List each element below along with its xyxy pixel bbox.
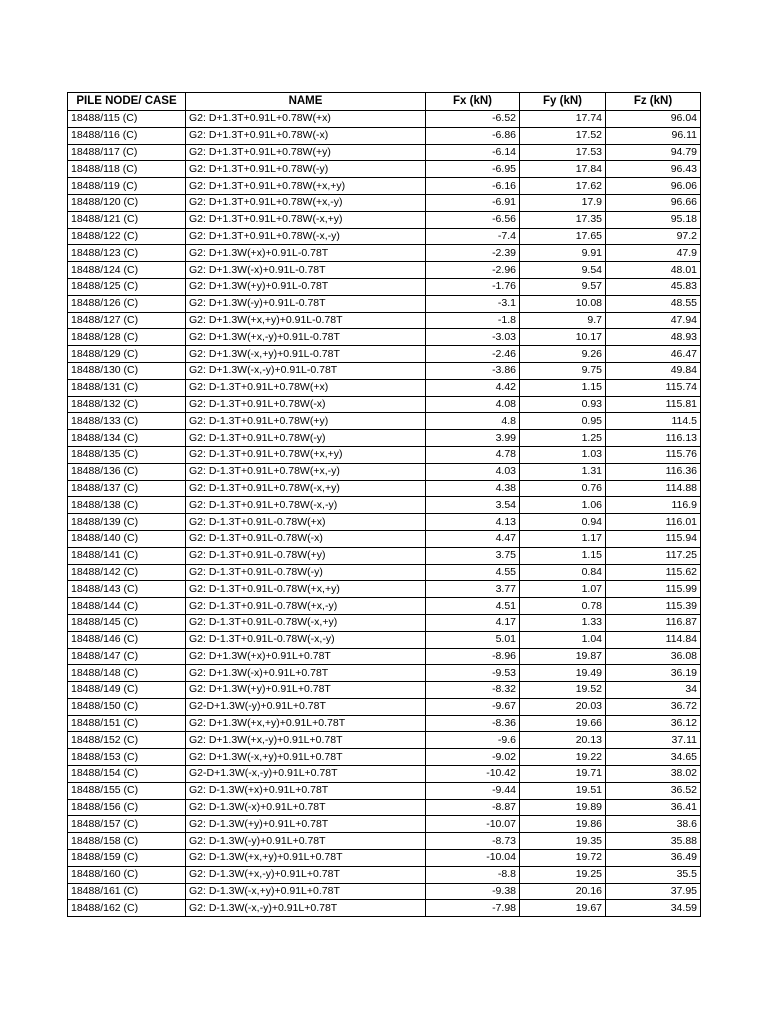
cell-fz: 48.93 — [606, 329, 701, 346]
cell-pile-node-case: 18488/152 (C) — [68, 732, 186, 749]
cell-name: G2: D-1.3W(+x,-y)+0.91L+0.78T — [186, 866, 426, 883]
cell-fz: 115.62 — [606, 564, 701, 581]
cell-fz: 34.65 — [606, 749, 701, 766]
cell-fx: -9.44 — [426, 782, 520, 799]
cell-pile-node-case: 18488/136 (C) — [68, 463, 186, 480]
cell-fz: 35.88 — [606, 833, 701, 850]
cell-pile-node-case: 18488/148 (C) — [68, 665, 186, 682]
cell-fz: 36.12 — [606, 715, 701, 732]
table-row — [68, 295, 701, 312]
table-row — [68, 211, 701, 228]
table-row — [68, 312, 701, 329]
cell-fz: 35.5 — [606, 866, 701, 883]
cell-fy: 20.16 — [520, 883, 606, 900]
cell-fx: 4.51 — [426, 598, 520, 615]
cell-fy: 20.03 — [520, 698, 606, 715]
column-header-name: NAME — [186, 93, 426, 111]
table-row — [68, 833, 701, 850]
cell-name: G2: D+1.3W(-y)+0.91L-0.78T — [186, 295, 426, 312]
cell-pile-node-case: 18488/139 (C) — [68, 514, 186, 531]
cell-fz: 116.87 — [606, 614, 701, 631]
cell-pile-node-case: 18488/147 (C) — [68, 648, 186, 665]
cell-fz: 38.6 — [606, 816, 701, 833]
cell-pile-node-case: 18488/131 (C) — [68, 379, 186, 396]
cell-fy: 19.49 — [520, 665, 606, 682]
cell-pile-node-case: 18488/156 (C) — [68, 799, 186, 816]
cell-fx: -8.8 — [426, 866, 520, 883]
cell-fz: 46.47 — [606, 346, 701, 363]
table-row — [68, 413, 701, 430]
cell-fz: 37.95 — [606, 883, 701, 900]
cell-fx: 5.01 — [426, 631, 520, 648]
table-row — [68, 732, 701, 749]
cell-name: G2: D+1.3W(+x)+0.91L-0.78T — [186, 245, 426, 262]
cell-name: G2: D+1.3W(+x)+0.91L+0.78T — [186, 648, 426, 665]
cell-fz: 114.5 — [606, 413, 701, 430]
cell-fz: 36.19 — [606, 665, 701, 682]
cell-pile-node-case: 18488/127 (C) — [68, 312, 186, 329]
cell-pile-node-case: 18488/121 (C) — [68, 211, 186, 228]
cell-fx: -9.02 — [426, 749, 520, 766]
cell-fy: 1.04 — [520, 631, 606, 648]
cell-fx: -3.86 — [426, 362, 520, 379]
cell-fx: -3.1 — [426, 295, 520, 312]
cell-fz: 36.41 — [606, 799, 701, 816]
cell-name: G2: D-1.3T+0.91L-0.78W(-x) — [186, 530, 426, 547]
table-row — [68, 111, 701, 128]
cell-name: G2: D+1.3T+0.91L+0.78W(-y) — [186, 161, 426, 178]
cell-fz: 96.04 — [606, 111, 701, 128]
cell-name: G2: D-1.3W(-x,+y)+0.91L+0.78T — [186, 883, 426, 900]
column-header-fx: Fx (kN) — [426, 93, 520, 111]
cell-fz: 34.59 — [606, 900, 701, 917]
cell-fy: 17.53 — [520, 144, 606, 161]
cell-name: G2: D-1.3T+0.91L+0.78W(+y) — [186, 413, 426, 430]
cell-fz: 96.11 — [606, 127, 701, 144]
cell-fx: -8.87 — [426, 799, 520, 816]
cell-fx: -6.16 — [426, 178, 520, 195]
cell-name: G2: D+1.3W(+y)+0.91L+0.78T — [186, 682, 426, 699]
cell-pile-node-case: 18488/117 (C) — [68, 144, 186, 161]
pile-forces-table — [67, 92, 701, 917]
cell-fz: 115.74 — [606, 379, 701, 396]
cell-pile-node-case: 18488/115 (C) — [68, 111, 186, 128]
cell-name: G2: D+1.3T+0.91L+0.78W(-x,-y) — [186, 228, 426, 245]
cell-fx: 4.47 — [426, 530, 520, 547]
cell-pile-node-case: 18488/159 (C) — [68, 850, 186, 867]
cell-fz: 114.84 — [606, 631, 701, 648]
cell-name: G2: D-1.3T+0.91L-0.78W(+x) — [186, 514, 426, 531]
cell-fz: 37.11 — [606, 732, 701, 749]
cell-fy: 17.9 — [520, 194, 606, 211]
cell-name: G2: D-1.3T+0.91L-0.78W(+x,+y) — [186, 581, 426, 598]
cell-fx: -9.53 — [426, 665, 520, 682]
cell-fz: 48.01 — [606, 262, 701, 279]
table-row — [68, 346, 701, 363]
table-row — [68, 262, 701, 279]
cell-fz: 96.66 — [606, 194, 701, 211]
cell-fz: 116.36 — [606, 463, 701, 480]
cell-fx: -3.03 — [426, 329, 520, 346]
cell-name: G2: D+1.3W(+x,+y)+0.91L+0.78T — [186, 715, 426, 732]
cell-fy: 0.76 — [520, 480, 606, 497]
cell-fy: 9.7 — [520, 312, 606, 329]
table-row — [68, 581, 701, 598]
table-row — [68, 194, 701, 211]
cell-fz: 95.18 — [606, 211, 701, 228]
cell-name: G2: D-1.3T+0.91L+0.78W(+x,-y) — [186, 463, 426, 480]
cell-pile-node-case: 18488/132 (C) — [68, 396, 186, 413]
cell-name: G2: D-1.3T+0.91L-0.78W(+x,-y) — [186, 598, 426, 615]
cell-fx: 4.38 — [426, 480, 520, 497]
cell-fx: -10.42 — [426, 766, 520, 783]
cell-fy: 19.71 — [520, 766, 606, 783]
cell-fx: 4.8 — [426, 413, 520, 430]
cell-fy: 20.13 — [520, 732, 606, 749]
table-row — [68, 362, 701, 379]
cell-fz: 114.88 — [606, 480, 701, 497]
cell-fz: 115.94 — [606, 530, 701, 547]
cell-pile-node-case: 18488/141 (C) — [68, 547, 186, 564]
cell-fy: 19.86 — [520, 816, 606, 833]
cell-fx: -2.46 — [426, 346, 520, 363]
cell-fy: 17.65 — [520, 228, 606, 245]
cell-name: G2: D-1.3W(+x,+y)+0.91L+0.78T — [186, 850, 426, 867]
cell-fy: 9.57 — [520, 278, 606, 295]
cell-pile-node-case: 18488/116 (C) — [68, 127, 186, 144]
cell-fz: 97.2 — [606, 228, 701, 245]
cell-name: G2-D+1.3W(-y)+0.91L+0.78T — [186, 698, 426, 715]
cell-fz: 115.81 — [606, 396, 701, 413]
cell-pile-node-case: 18488/125 (C) — [68, 278, 186, 295]
cell-fx: 4.55 — [426, 564, 520, 581]
cell-fy: 0.95 — [520, 413, 606, 430]
table-row — [68, 480, 701, 497]
cell-name: G2: D-1.3T+0.91L-0.78W(-x,-y) — [186, 631, 426, 648]
table-row — [68, 430, 701, 447]
cell-pile-node-case: 18488/157 (C) — [68, 816, 186, 833]
cell-pile-node-case: 18488/123 (C) — [68, 245, 186, 262]
pile-forces-sheet — [67, 92, 701, 917]
cell-fx: -2.96 — [426, 262, 520, 279]
cell-name: G2: D+1.3W(+x,-y)+0.91L-0.78T — [186, 329, 426, 346]
cell-pile-node-case: 18488/162 (C) — [68, 900, 186, 917]
cell-name: G2: D-1.3T+0.91L+0.78W(+x,+y) — [186, 446, 426, 463]
cell-fz: 116.13 — [606, 430, 701, 447]
cell-fz: 36.52 — [606, 782, 701, 799]
cell-fx: -8.36 — [426, 715, 520, 732]
cell-fx: 3.77 — [426, 581, 520, 598]
cell-pile-node-case: 18488/133 (C) — [68, 413, 186, 430]
cell-fy: 19.52 — [520, 682, 606, 699]
cell-name: G2: D+1.3W(-x,+y)+0.91L+0.78T — [186, 749, 426, 766]
cell-fy: 9.91 — [520, 245, 606, 262]
cell-pile-node-case: 18488/142 (C) — [68, 564, 186, 581]
cell-name: G2: D+1.3T+0.91L+0.78W(+x,+y) — [186, 178, 426, 195]
cell-name: G2: D-1.3T+0.91L+0.78W(-y) — [186, 430, 426, 447]
cell-fz: 45.83 — [606, 278, 701, 295]
table-row — [68, 866, 701, 883]
cell-pile-node-case: 18488/120 (C) — [68, 194, 186, 211]
cell-fx: -6.56 — [426, 211, 520, 228]
cell-fy: 9.75 — [520, 362, 606, 379]
table-row — [68, 547, 701, 564]
table-row — [68, 514, 701, 531]
cell-name: G2: D-1.3T+0.91L-0.78W(-x,+y) — [186, 614, 426, 631]
cell-fz: 115.76 — [606, 446, 701, 463]
cell-fx: 3.75 — [426, 547, 520, 564]
cell-pile-node-case: 18488/153 (C) — [68, 749, 186, 766]
cell-fz: 47.9 — [606, 245, 701, 262]
table-row — [68, 161, 701, 178]
cell-fx: 4.42 — [426, 379, 520, 396]
cell-name: G2: D+1.3W(+x,+y)+0.91L-0.78T — [186, 312, 426, 329]
table-row — [68, 900, 701, 917]
table-row — [68, 715, 701, 732]
cell-fz: 115.39 — [606, 598, 701, 615]
cell-fx: -9.67 — [426, 698, 520, 715]
cell-fx: -7.98 — [426, 900, 520, 917]
cell-fy: 1.31 — [520, 463, 606, 480]
cell-fz: 94.79 — [606, 144, 701, 161]
cell-name: G2: D+1.3W(-x)+0.91L+0.78T — [186, 665, 426, 682]
cell-fy: 10.17 — [520, 329, 606, 346]
cell-pile-node-case: 18488/150 (C) — [68, 698, 186, 715]
cell-fx: -1.8 — [426, 312, 520, 329]
cell-fx: 4.78 — [426, 446, 520, 463]
table-row — [68, 816, 701, 833]
cell-fy: 19.67 — [520, 900, 606, 917]
cell-pile-node-case: 18488/130 (C) — [68, 362, 186, 379]
cell-name: G2: D-1.3T+0.91L+0.78W(-x,+y) — [186, 480, 426, 497]
cell-name: G2: D-1.3T+0.91L+0.78W(-x) — [186, 396, 426, 413]
cell-fx: -6.95 — [426, 161, 520, 178]
table-row — [68, 127, 701, 144]
cell-fy: 19.66 — [520, 715, 606, 732]
cell-fy: 17.52 — [520, 127, 606, 144]
table-row — [68, 631, 701, 648]
cell-name: G2-D+1.3W(-x,-y)+0.91L+0.78T — [186, 766, 426, 783]
cell-fz: 49.84 — [606, 362, 701, 379]
cell-fz: 116.9 — [606, 497, 701, 514]
table-row — [68, 446, 701, 463]
cell-pile-node-case: 18488/146 (C) — [68, 631, 186, 648]
cell-fz: 36.08 — [606, 648, 701, 665]
cell-fy: 10.08 — [520, 295, 606, 312]
table-row — [68, 883, 701, 900]
cell-fy: 1.15 — [520, 379, 606, 396]
cell-pile-node-case: 18488/138 (C) — [68, 497, 186, 514]
cell-fz: 47.94 — [606, 312, 701, 329]
table-row — [68, 698, 701, 715]
cell-name: G2: D+1.3T+0.91L+0.78W(-x) — [186, 127, 426, 144]
cell-fx: -9.38 — [426, 883, 520, 900]
table-row — [68, 379, 701, 396]
cell-fy: 17.74 — [520, 111, 606, 128]
cell-fy: 0.93 — [520, 396, 606, 413]
cell-pile-node-case: 18488/122 (C) — [68, 228, 186, 245]
cell-pile-node-case: 18488/135 (C) — [68, 446, 186, 463]
cell-name: G2: D+1.3T+0.91L+0.78W(+y) — [186, 144, 426, 161]
cell-fx: -8.32 — [426, 682, 520, 699]
cell-fz: 115.99 — [606, 581, 701, 598]
cell-name: G2: D-1.3W(+x)+0.91L+0.78T — [186, 782, 426, 799]
cell-name: G2: D+1.3W(-x,+y)+0.91L-0.78T — [186, 346, 426, 363]
cell-pile-node-case: 18488/118 (C) — [68, 161, 186, 178]
table-row — [68, 144, 701, 161]
table-row — [68, 530, 701, 547]
table-row — [68, 396, 701, 413]
table-row — [68, 766, 701, 783]
cell-fy: 1.03 — [520, 446, 606, 463]
cell-pile-node-case: 18488/128 (C) — [68, 329, 186, 346]
table-row — [68, 749, 701, 766]
cell-pile-node-case: 18488/160 (C) — [68, 866, 186, 883]
column-header-fy: Fy (kN) — [520, 93, 606, 111]
cell-pile-node-case: 18488/155 (C) — [68, 782, 186, 799]
cell-fy: 1.07 — [520, 581, 606, 598]
cell-name: G2: D-1.3T+0.91L+0.78W(+x) — [186, 379, 426, 396]
cell-pile-node-case: 18488/158 (C) — [68, 833, 186, 850]
table-row — [68, 245, 701, 262]
table-row — [68, 682, 701, 699]
cell-fx: 4.13 — [426, 514, 520, 531]
cell-fx: -7.4 — [426, 228, 520, 245]
cell-pile-node-case: 18488/124 (C) — [68, 262, 186, 279]
cell-fx: -8.96 — [426, 648, 520, 665]
cell-fx: -8.73 — [426, 833, 520, 850]
table-row — [68, 598, 701, 615]
cell-fz: 96.43 — [606, 161, 701, 178]
cell-fy: 0.84 — [520, 564, 606, 581]
cell-fz: 34 — [606, 682, 701, 699]
cell-fx: -10.04 — [426, 850, 520, 867]
cell-fy: 1.06 — [520, 497, 606, 514]
table-row — [68, 799, 701, 816]
cell-pile-node-case: 18488/151 (C) — [68, 715, 186, 732]
cell-fy: 0.78 — [520, 598, 606, 615]
cell-fz: 38.02 — [606, 766, 701, 783]
cell-name: G2: D+1.3T+0.91L+0.78W(+x) — [186, 111, 426, 128]
cell-pile-node-case: 18488/143 (C) — [68, 581, 186, 598]
cell-fz: 48.55 — [606, 295, 701, 312]
cell-pile-node-case: 18488/145 (C) — [68, 614, 186, 631]
cell-fy: 17.84 — [520, 161, 606, 178]
cell-fx: 4.03 — [426, 463, 520, 480]
cell-pile-node-case: 18488/154 (C) — [68, 766, 186, 783]
cell-name: G2: D+1.3W(+x,-y)+0.91L+0.78T — [186, 732, 426, 749]
table-row — [68, 564, 701, 581]
cell-pile-node-case: 18488/140 (C) — [68, 530, 186, 547]
cell-fz: 117.25 — [606, 547, 701, 564]
cell-pile-node-case: 18488/144 (C) — [68, 598, 186, 615]
table-row — [68, 463, 701, 480]
cell-fy: 19.35 — [520, 833, 606, 850]
cell-fy: 19.25 — [520, 866, 606, 883]
cell-fx: -2.39 — [426, 245, 520, 262]
table-row — [68, 665, 701, 682]
cell-fy: 19.87 — [520, 648, 606, 665]
cell-fy: 0.94 — [520, 514, 606, 531]
cell-fy: 9.26 — [520, 346, 606, 363]
column-header-fz: Fz (kN) — [606, 93, 701, 111]
cell-name: G2: D-1.3W(-x,-y)+0.91L+0.78T — [186, 900, 426, 917]
cell-name: G2: D+1.3W(-x)+0.91L-0.78T — [186, 262, 426, 279]
cell-pile-node-case: 18488/137 (C) — [68, 480, 186, 497]
cell-fx: -6.14 — [426, 144, 520, 161]
header-row — [68, 93, 701, 111]
column-header-pile-node-case: PILE NODE/ CASE — [68, 93, 186, 111]
table-row — [68, 497, 701, 514]
cell-fz: 36.49 — [606, 850, 701, 867]
cell-pile-node-case: 18488/119 (C) — [68, 178, 186, 195]
table-row — [68, 850, 701, 867]
cell-fy: 19.89 — [520, 799, 606, 816]
cell-fx: -1.76 — [426, 278, 520, 295]
table-row — [68, 278, 701, 295]
cell-name: G2: D+1.3W(+y)+0.91L-0.78T — [186, 278, 426, 295]
cell-fz: 36.72 — [606, 698, 701, 715]
cell-fy: 1.33 — [520, 614, 606, 631]
cell-name: G2: D+1.3T+0.91L+0.78W(-x,+y) — [186, 211, 426, 228]
cell-pile-node-case: 18488/161 (C) — [68, 883, 186, 900]
cell-fy: 9.54 — [520, 262, 606, 279]
cell-name: G2: D+1.3W(-x,-y)+0.91L-0.78T — [186, 362, 426, 379]
cell-fz: 96.06 — [606, 178, 701, 195]
cell-fx: -6.91 — [426, 194, 520, 211]
table-row — [68, 648, 701, 665]
table-row — [68, 228, 701, 245]
table-row — [68, 329, 701, 346]
cell-pile-node-case: 18488/126 (C) — [68, 295, 186, 312]
cell-fx: 3.99 — [426, 430, 520, 447]
cell-name: G2: D-1.3T+0.91L-0.78W(-y) — [186, 564, 426, 581]
cell-fx: -6.86 — [426, 127, 520, 144]
cell-fz: 116.01 — [606, 514, 701, 531]
cell-fx: -9.6 — [426, 732, 520, 749]
cell-name: G2: D-1.3T+0.91L+0.78W(-x,-y) — [186, 497, 426, 514]
cell-name: G2: D-1.3W(-y)+0.91L+0.78T — [186, 833, 426, 850]
cell-fx: -6.52 — [426, 111, 520, 128]
cell-fx: 4.17 — [426, 614, 520, 631]
cell-fy: 1.15 — [520, 547, 606, 564]
cell-fy: 19.22 — [520, 749, 606, 766]
table-row — [68, 614, 701, 631]
cell-fy: 1.17 — [520, 530, 606, 547]
cell-pile-node-case: 18488/129 (C) — [68, 346, 186, 363]
cell-fy: 19.72 — [520, 850, 606, 867]
cell-name: G2: D-1.3W(+y)+0.91L+0.78T — [186, 816, 426, 833]
cell-name: G2: D-1.3T+0.91L-0.78W(+y) — [186, 547, 426, 564]
cell-name: G2: D+1.3T+0.91L+0.78W(+x,-y) — [186, 194, 426, 211]
cell-fy: 1.25 — [520, 430, 606, 447]
cell-fy: 17.35 — [520, 211, 606, 228]
cell-name: G2: D-1.3W(-x)+0.91L+0.78T — [186, 799, 426, 816]
cell-fx: 3.54 — [426, 497, 520, 514]
cell-fx: -10.07 — [426, 816, 520, 833]
table-row — [68, 782, 701, 799]
cell-fy: 17.62 — [520, 178, 606, 195]
cell-fx: 4.08 — [426, 396, 520, 413]
cell-pile-node-case: 18488/134 (C) — [68, 430, 186, 447]
cell-pile-node-case: 18488/149 (C) — [68, 682, 186, 699]
table-body — [68, 111, 701, 917]
table-row — [68, 178, 701, 195]
cell-fy: 19.51 — [520, 782, 606, 799]
